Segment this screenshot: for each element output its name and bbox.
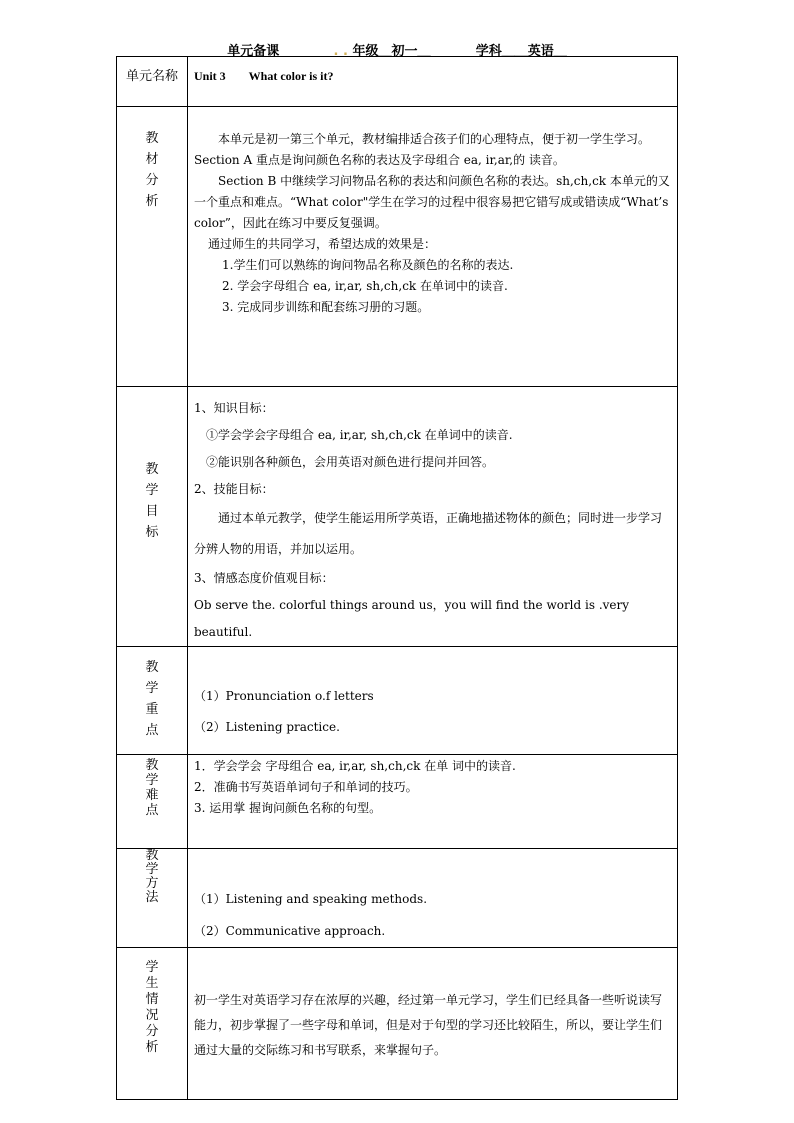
label-char: 重 — [145, 702, 159, 717]
label-char: 情 — [145, 992, 159, 1007]
title-dots: . . — [333, 44, 348, 59]
label-material-analysis — [117, 107, 188, 387]
material-paragraph-3: 通过师生的共同学习，希望达成的效果是： — [208, 237, 437, 251]
label-char: 教 — [145, 131, 159, 146]
label-char: 法 — [145, 890, 159, 905]
label-char: 学 — [145, 681, 159, 696]
material-item: 3. 完成同步训练和配套练习册的习题。 — [222, 300, 430, 314]
label-teaching-objectives — [117, 387, 188, 647]
unit-heading — [188, 57, 677, 87]
emotion-goal-text: Ob serve the. colorful things around us，you will find the world is .very beautiful. — [194, 598, 630, 639]
cell-teaching-difficulty — [188, 755, 678, 849]
label-char: 点 — [145, 803, 159, 818]
emotion-goal-title: 3、情感态度价值观目标： — [194, 571, 334, 585]
label-char: 教 — [145, 758, 159, 773]
knowledge-goal-item: ②能识别各种颜色，会用英语对颜色进行提问并回答。 — [206, 455, 495, 469]
label-teaching-difficulty — [117, 755, 188, 849]
label-unit-name-text: 单元名称 — [125, 69, 178, 84]
label-char: 学 — [145, 773, 159, 788]
label-teaching-methods — [117, 849, 188, 948]
cell-unit-name — [188, 57, 678, 107]
student-analysis-text: 初一学生对英语学习存在浓厚的兴趣，经过第一单元学习，学生们已经具备一些听说读写能力，初步掌握了一些字母和单词，但是对于句型的学习还比较陌生，所以，要让学生们通过大量的交际练习和书写联系，来掌握句子。 — [194, 993, 663, 1057]
method-item: （2）Communicative approach. — [194, 924, 386, 938]
row-teaching-difficulty — [117, 755, 678, 849]
title-subject: 学科＿＿英语＿ — [475, 44, 567, 59]
difficulty-item: 3. 运用掌 握询问颜色名称的句型。 — [194, 801, 382, 815]
label-char: 难 — [145, 788, 159, 803]
title-grade: 年级＿初一＿ — [352, 44, 431, 59]
material-item: 1.学生们可以熟练的询问物品名称及颜色的名称的表达. — [222, 258, 514, 272]
label-char: 教 — [145, 462, 159, 477]
difficulty-item: 1．学会学会 字母组合 ea, ir,ar, sh,ch,ck 在单 词中的读音. — [194, 759, 516, 773]
cell-teaching-focus — [188, 647, 678, 755]
lesson-plan-table — [116, 56, 678, 1100]
label-char: 材 — [145, 152, 159, 167]
skill-goal-title: 2、技能目标： — [194, 482, 274, 496]
unit-title: What color is it? — [248, 69, 334, 83]
cell-student-analysis — [188, 948, 678, 1100]
label-char: 学 — [145, 483, 159, 498]
row-material-analysis — [117, 107, 678, 387]
row-unit-name — [117, 57, 678, 107]
label-char: 点 — [145, 723, 159, 738]
label-char: 教 — [145, 848, 159, 863]
focus-item: （1）Pronunciation o.f letters — [194, 689, 374, 703]
row-student-analysis — [117, 948, 678, 1100]
knowledge-goal-item: ①学会学会字母组合 ea, ir,ar, sh,ch,ck 在单词中的读音. — [206, 428, 513, 442]
label-char: 教 — [145, 660, 159, 675]
difficulty-item: 2．准确书写英语单词句子和单词的技巧。 — [194, 780, 418, 794]
skill-goal-text: 通过本单元教学，使学生能运用所学英语，正确地描述物体的颜色；同时进一步学习分辨人物的用语，并加以运用。 — [194, 511, 663, 556]
label-char: 生 — [145, 976, 159, 991]
label-char: 析 — [145, 1040, 159, 1055]
label-unit-name — [117, 57, 188, 107]
label-teaching-focus — [117, 647, 188, 755]
label-char: 目 — [145, 504, 159, 519]
row-teaching-focus — [117, 647, 678, 755]
material-item: 2. 学会字母组合 ea, ir,ar, sh,ch,ck 在单词中的读音. — [222, 279, 508, 293]
label-char: 分 — [145, 1024, 159, 1039]
label-student-analysis — [117, 948, 188, 1100]
label-char: 析 — [145, 194, 159, 209]
cell-material-analysis — [188, 107, 678, 387]
label-char: 学 — [145, 862, 159, 877]
knowledge-goal-title: 1、知识目标： — [194, 401, 274, 415]
row-teaching-objectives — [117, 387, 678, 647]
method-item: （1）Listening and speaking methods. — [194, 892, 428, 906]
title-part1: 单元备课 — [227, 44, 280, 59]
label-char: 标 — [145, 525, 159, 540]
material-paragraph-2: Section B 中继续学习问物品名称的表达和问颜色名称的表达。sh,ch,ck 本单元的又一个重点和难点。“What color"学生在学习的过程中很容易把它错写成或错读成“What’s color”，因此在练习中要反复强调。 — [194, 174, 670, 230]
material-paragraph-1: 本单元是初一第三个单元，教材编排适合孩子们的心理特点，便于初一学生学习。Section A 重点是询问颜色名称的表达及字母组合 ea, ir,ar,的 读音。 — [194, 132, 651, 167]
label-char: 况 — [145, 1008, 159, 1023]
focus-item: （2）Listening practice. — [194, 720, 340, 734]
unit-number: Unit 3 — [194, 69, 226, 83]
label-char: 分 — [145, 173, 159, 188]
row-teaching-methods — [117, 849, 678, 948]
label-char: 学 — [145, 960, 159, 975]
cell-teaching-objectives — [188, 387, 678, 647]
cell-teaching-methods — [188, 849, 678, 948]
label-char: 方 — [145, 876, 159, 891]
